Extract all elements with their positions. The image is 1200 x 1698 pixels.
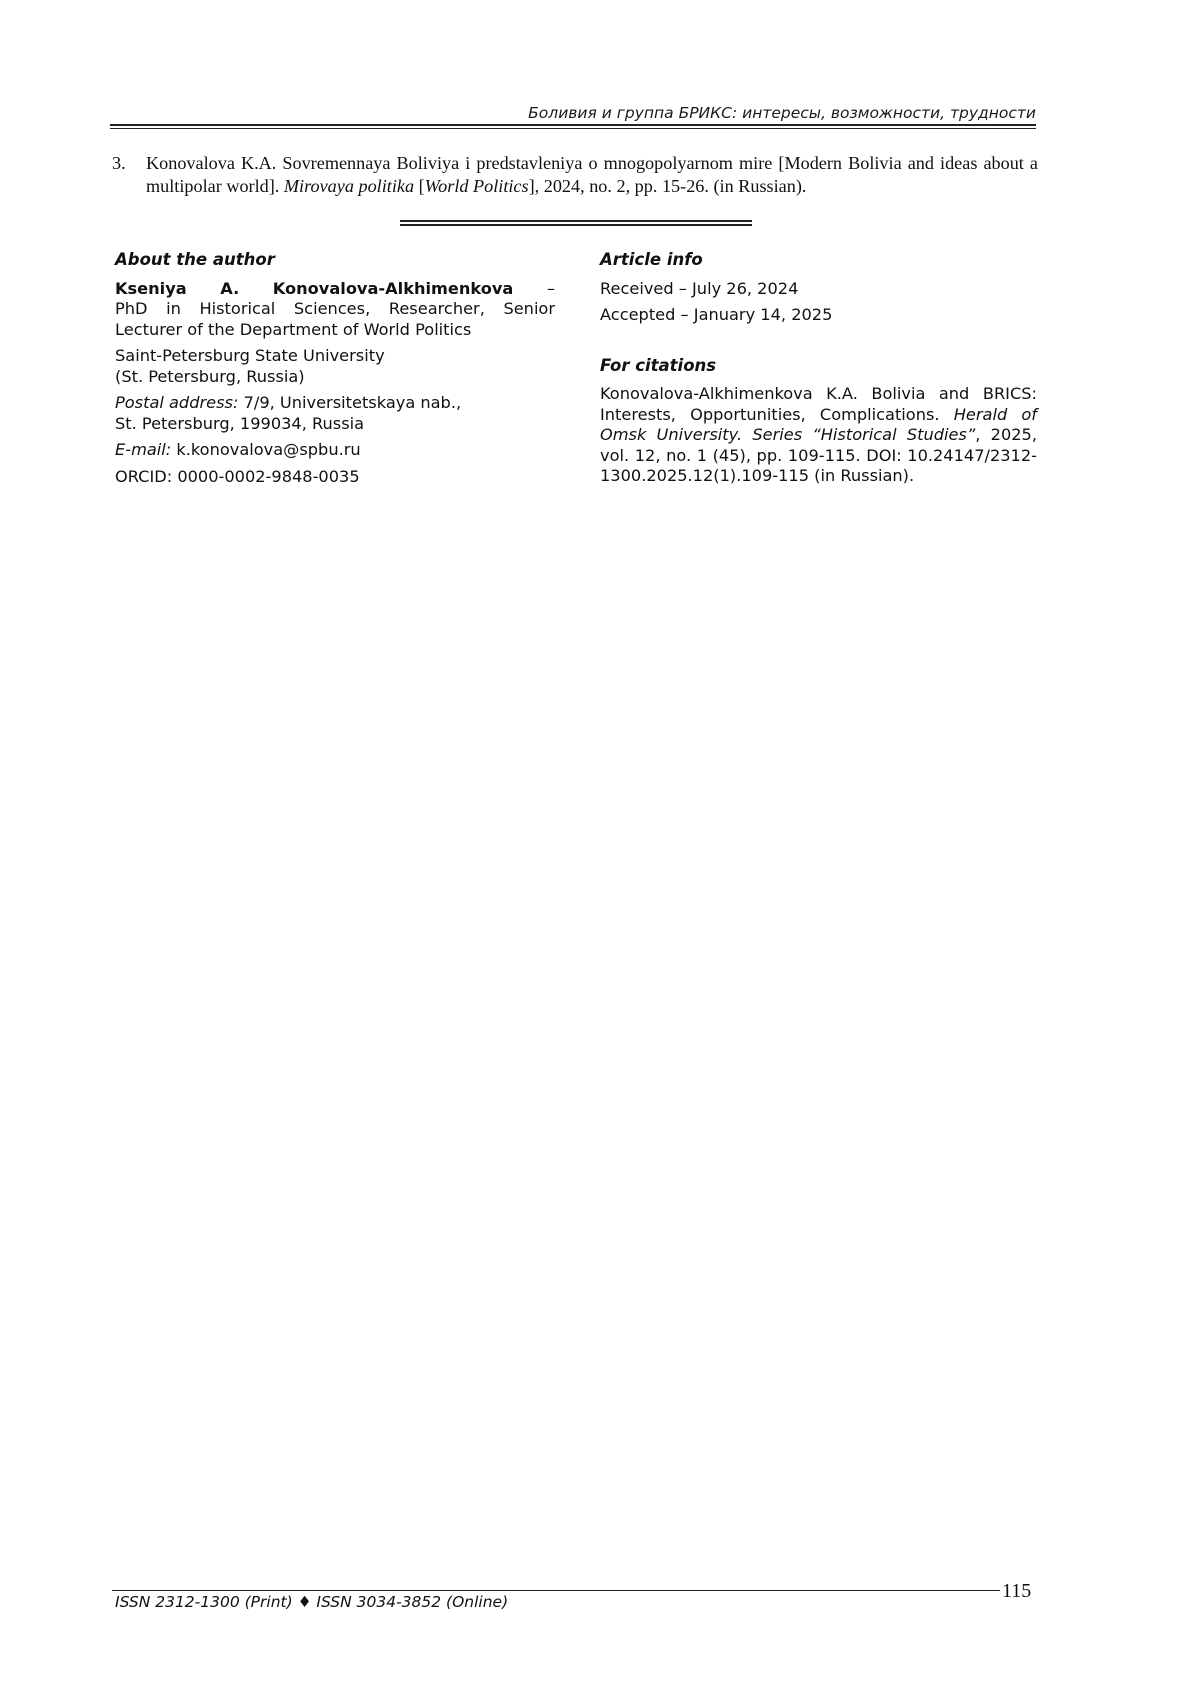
postal-address (115, 393, 555, 434)
reference-bracket: [ (414, 176, 425, 196)
author-affiliation (115, 346, 555, 387)
citation-tail: , 2025, vol. 12, no. 1 (45), pp. 109-115. DOI: 10.24147/2312-1300.2025.12(1).109-115 (in Russian). (600, 425, 1037, 485)
footer-rule (112, 1590, 1000, 1591)
author-bio: PhD in Historical Sciences, Researcher, Senior Lecturer of the Department of World Politics (115, 299, 555, 339)
reference-main: Konovalova K.A. Sovremennaya Boliviya i predstavleniya o mnogopolyarnom mire [Modern Bolivia and ideas about a multipolar world]. (146, 153, 1038, 196)
author-dash: – (546, 278, 555, 298)
reference-journal: Mirovaya politika (283, 176, 415, 196)
citations-heading: For citations (600, 355, 717, 375)
spacer (600, 332, 1037, 356)
reference-journal-translation: World Politics (424, 176, 529, 196)
about-author-heading: About the author (115, 250, 275, 269)
email-label: E-mail: (115, 440, 172, 459)
footer-issn: ISSN 2312-1300 (Print) ♦ ISSN 3034-3852 (Online) (115, 1593, 509, 1611)
citation-main: Konovalova-Alkhimenkova K.A. Bolivia and BRICS: Interests, Opportunities, Complications. (600, 384, 1037, 424)
reference-text (146, 152, 1038, 198)
section-divider-second (400, 224, 752, 226)
article-info-column (600, 250, 1037, 487)
email (115, 440, 555, 461)
header-rule-thin (110, 128, 1036, 129)
affiliation-line-1: Saint-Petersburg State University (115, 346, 385, 365)
author-block (115, 279, 555, 341)
citation-journal: Herald of Omsk University. Series “Historical Studies” (600, 404, 1037, 444)
author-first-name: Kseniya (115, 278, 187, 298)
reference-number: 3. (112, 153, 126, 173)
received-date: Received – July 26, 2024 (600, 278, 799, 298)
reference-item (112, 152, 1038, 198)
affiliation-line-2: (St. Petersburg, Russia) (115, 366, 305, 386)
postal-label: Postal address: (115, 393, 239, 412)
running-title: Боливия и группа БРИКС: интересы, возможности, трудности (528, 104, 1036, 122)
citation-text (600, 384, 1037, 487)
section-divider (400, 220, 752, 222)
author-surname: Konovalova-Alkhimenkova (272, 278, 514, 298)
article-info-heading: Article info (600, 250, 703, 269)
header-rule (110, 124, 1036, 126)
page-number: 115 (1002, 1580, 1032, 1602)
author-initial: A. (220, 278, 240, 298)
email-value: k.konovalova@spbu.ru (171, 440, 361, 459)
orcid: ORCID: 0000-0002-9848-0035 (115, 466, 360, 486)
postal-line-2: St. Petersburg, 199034, Russia (115, 413, 365, 433)
postal-line-1: 7/9, Universitetskaya nab., (238, 393, 462, 412)
reference-tail: ], 2024, no. 2, pp. 15-26. (in Russian). (528, 176, 807, 196)
author-name (115, 279, 555, 300)
about-author-column (115, 250, 555, 493)
accepted-date: Accepted – January 14, 2025 (600, 305, 833, 324)
